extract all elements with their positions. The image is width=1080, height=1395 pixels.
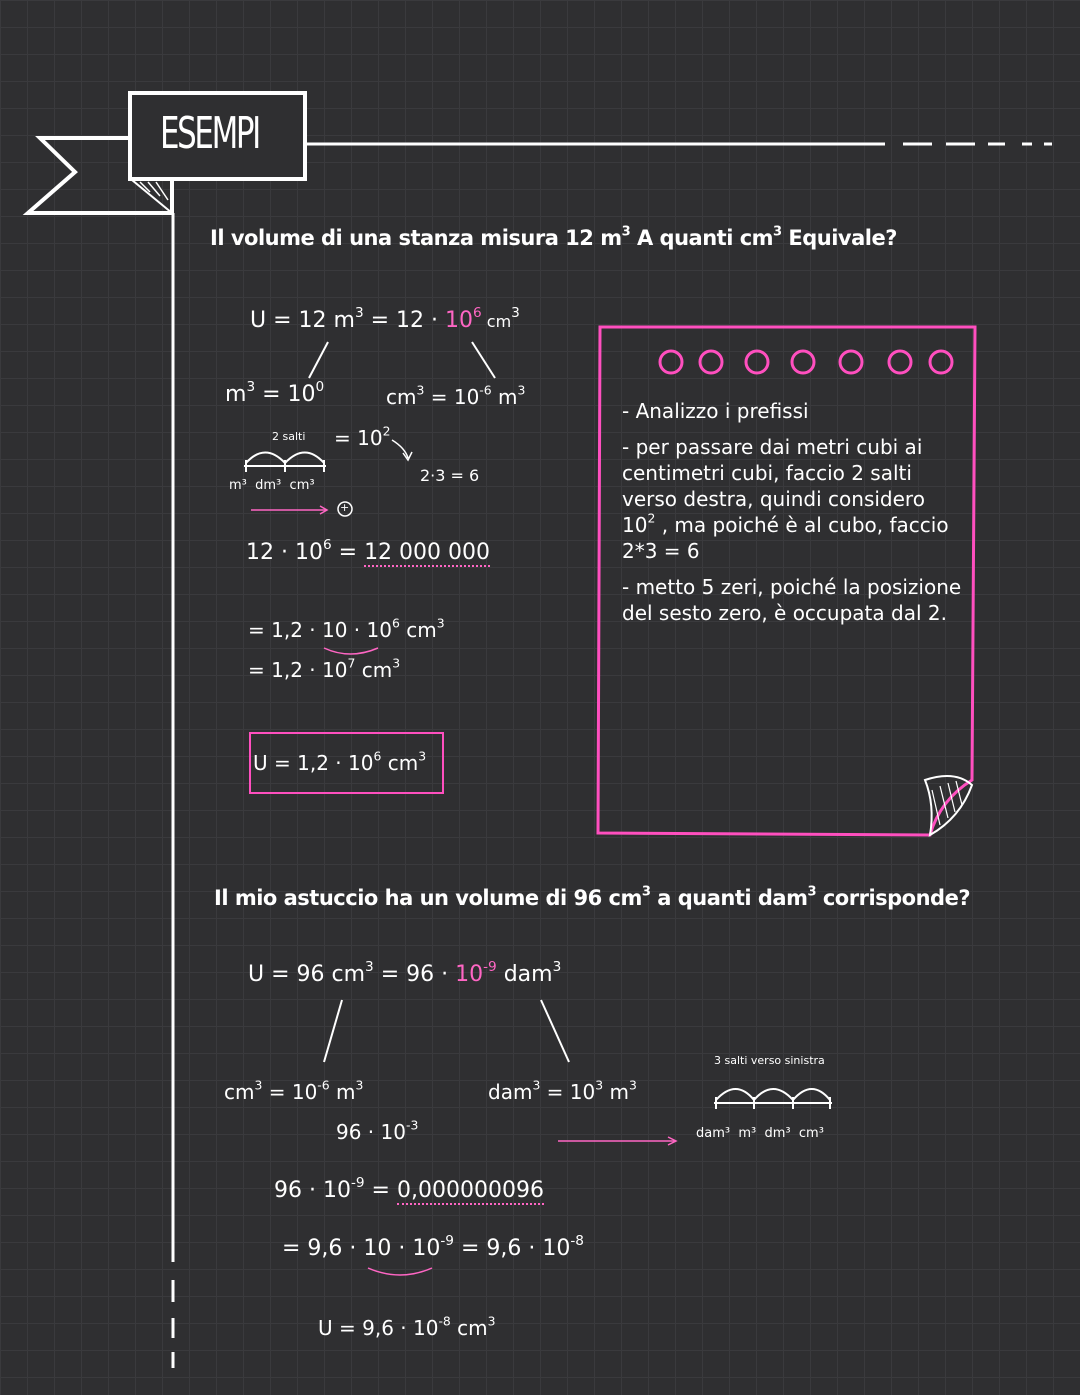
- calc-1: 2·3 = 6: [420, 466, 480, 485]
- jump-units-1: m³ dm³ cm³: [229, 478, 315, 493]
- step1-ex2: $96 \cdot 10^{-9} = 0,000000096$: [274, 1174, 544, 1203]
- step1-ex1: $12 \cdot 10^6 = 12$ 000 000: [246, 536, 491, 565]
- right-branch-2: $dam^3 = 10^3$ $m^3$: [488, 1077, 637, 1104]
- result-box-1: $U = 1,2 \cdot 10^6$ $cm^3$: [249, 732, 444, 794]
- step2-ex1: = $1,2 \cdot 10 \cdot 10^6$ $cm^3$: [248, 615, 445, 642]
- right-branch-1: $cm^3 = 10^{-6}$ $m^3$: [386, 382, 526, 409]
- left-sub-2: $96 \cdot 10^{-3}$: [336, 1117, 419, 1144]
- question-1: Il volume di una stanza misura 12 $m^3$ A quanti $cm^3$ Equivale?: [210, 224, 897, 250]
- step3-ex1: = $1,2 \cdot 10^7$ $cm^3$: [248, 655, 401, 682]
- result-2: $U = 9,6 \cdot 10^{-8}$ $cm^3$: [318, 1313, 496, 1340]
- note-text: [622, 398, 962, 636]
- equation-main-1: U = 12 $m^3 = 12 \cdot 10^6$ $cm^3$: [250, 304, 520, 333]
- equation-main-2: U = 96 $cm^3 = 96 \cdot 10^{-9}$ dam$^3$: [248, 958, 562, 987]
- plus-sign-1: +: [340, 501, 350, 514]
- note-line-3: - metto 5 zeri, poiché la posizione del sesto zero, è occupata dal 2.: [622, 575, 962, 625]
- step2-ex2: = $9,6 \cdot 10 \cdot 10^{-9} = 9,6 \cdot 10^{-8}$: [282, 1232, 584, 1261]
- jumps-label-1: 2 salti: [272, 430, 306, 443]
- note-line-1: - Analizzo i prefissi: [622, 399, 809, 423]
- left-branch-2: $cm^3 = 10^{-6}$ $m^3$: [224, 1077, 364, 1104]
- question-2: Il mio astuccio ha un volume di 96 $cm^3$ a quanti dam$^3$ corrisponde?: [214, 884, 971, 910]
- jump-units-2: dam³ m³ dm³ cm³: [696, 1126, 824, 1141]
- left-branch-1: $m^3 = 10^0$: [225, 378, 325, 407]
- jumps-label-2: 3 salti verso sinistra: [714, 1054, 825, 1067]
- section-title: ESEMPI: [160, 108, 259, 159]
- jumps-eq-1: = $10^2$: [334, 423, 391, 450]
- note-line-2: - per passare dai metri cubi ai centimetri cubi, faccio 2 salti verso destra, quindi considero $10^2$ , ma poiché è al cubo, faccio 2*3 = 6: [622, 435, 949, 563]
